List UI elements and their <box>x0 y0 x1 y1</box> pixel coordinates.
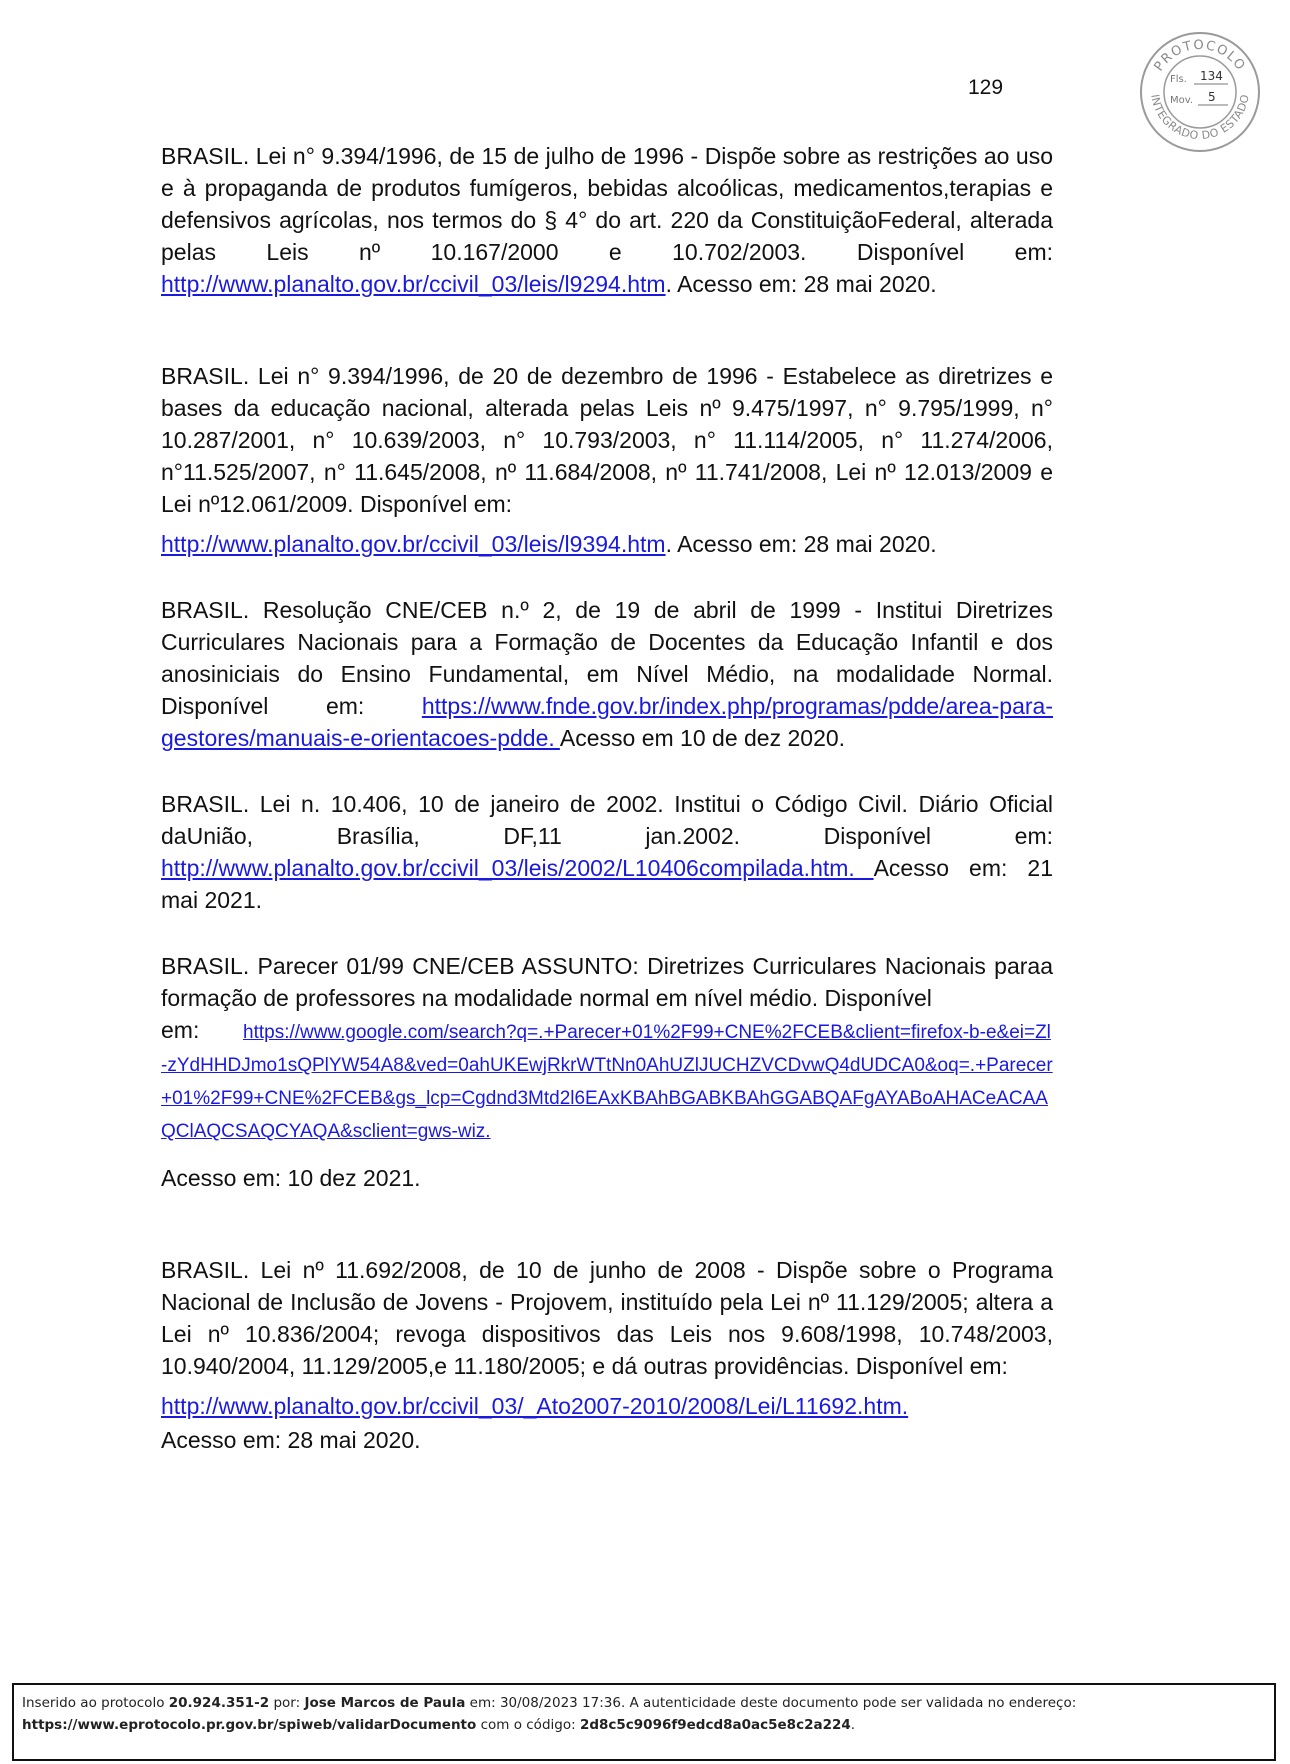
stamp-top-text: PROTOCOLO <box>1151 37 1249 75</box>
footer-text: com o código: <box>476 1717 580 1733</box>
footer-author: Jose Marcos de Paula <box>304 1695 466 1711</box>
reference-text: BRASIL. Parecer 01/99 CNE/CEB ASSUNTO: Diretrizes Curriculares Nacionais paraa formação de professores na modalidade normal em nível médio. Disponível <box>161 953 1053 1011</box>
footer-validation-url[interactable]: https://www.eprotocolo.pr.gov.br/spiweb/validarDocumento <box>22 1717 477 1733</box>
reference-6-access: Acesso em: 28 mai 2020. <box>161 1427 421 1453</box>
footer-text: em: 30/08/2023 17:36. A autenticidade deste documento pode ser validada no endereço: <box>465 1695 1077 1711</box>
reference-link[interactable]: https://www.google.com/search?q=.+Parecer+01%2F99+CNE%2FCEB&client=firefox-b-e&ei=Zl-zYdHHDJmo1sQPlYW54A8&ved=0ahUKEwjRkrWTtNn0AhUZlJUCHZVCDvwQ4dUDCA0&oq=.+Parecer+01%2F99+CNE%2FCEB&gs_lcp=Cgdnd3Mtd2l6EAxKBAhBGABKBAhGGABQAFgAYABoAHACeACAAQClAQCSAQCYAQA&sclient=gws-wiz. <box>161 1022 1053 1142</box>
reference-4 <box>161 788 1053 916</box>
stamp-bottom-text: INTEGRADO DO ESTADO <box>1148 93 1252 143</box>
reference-2-link-line <box>161 528 1053 560</box>
reference-access: . Acesso em: 28 mai 2020. <box>665 531 937 557</box>
protocol-stamp <box>1138 30 1263 155</box>
reference-link[interactable]: http://www.planalto.gov.br/ccivil_03/leis/l9294.htm <box>161 271 666 297</box>
footer-protocol-number: 20.924.351-2 <box>168 1695 270 1711</box>
reference-access: Acesso em 10 de dez 2020. <box>559 725 846 751</box>
references-list <box>161 140 1053 1456</box>
reference-6-link-line <box>161 1390 1053 1422</box>
reference-access: . Acesso em: 28 mai 2020. <box>665 271 937 297</box>
stamp-fls-label: Fls. <box>1170 74 1187 85</box>
reference-link[interactable]: http://www.planalto.gov.br/ccivil_03/_Ato2007-2010/2008/Lei/L11692.htm. <box>161 1393 909 1419</box>
reference-text: BRASIL. Lei n. 10.406, 10 de janeiro de 2002. Institui o Código Civil. Diário Oficial daUnião, Brasília, DF,11 jan.2002. Disponível em: <box>161 791 1053 849</box>
reference-1 <box>161 140 1053 300</box>
reference-5 <box>161 950 1053 1014</box>
reference-6 <box>161 1254 1053 1382</box>
reference-access: Acesso em: 21 mai 2021. <box>161 855 1053 913</box>
reference-5-access: Acesso em: 10 dez 2021. <box>161 1165 421 1191</box>
reference-label: em: <box>161 1017 200 1043</box>
footer-text: por: <box>269 1695 305 1711</box>
reference-2 <box>161 360 1053 520</box>
authenticity-footer <box>12 1683 1276 1761</box>
footer-text: Inserido ao protocolo <box>22 1695 169 1711</box>
reference-3 <box>161 594 1053 754</box>
footer-validation-code: 2d8c5c9096f9edcd8a0ac5e8c2a224 <box>579 1717 851 1733</box>
reference-text: BRASIL. Lei nº 11.692/2008, de 10 de junho de 2008 - Dispõe sobre o Programa Nacional de Inclusão de Jovens - Projovem, instituído pela Lei nº 11.129/2005; altera a Lei nº 10.836/2004; revoga dispositivos das Leis nos 9.608/1998, 10.748/2003, 10.940/2004, 11.129/2005,e 11.180/2005; e dá outras providências. Disponível em: <box>161 1257 1053 1379</box>
reference-link[interactable]: http://www.planalto.gov.br/ccivil_03/leis/2002/L10406compilada.htm. <box>161 855 874 881</box>
footer-text: . <box>850 1717 856 1733</box>
reference-link[interactable]: https://www.fnde.gov.br/index.php/programas/pdde/area-para-gestores/manuais-e-orientacoes-pdde. <box>161 693 1053 751</box>
reference-text: BRASIL. Resolução CNE/CEB n.º 2, de 19 de abril de 1999 - Institui Diretrizes Curriculares Nacionais para a Formação de Docentes da Educação Infantil e dos anosiniciais do Ensino Fundamental, em Nível Médio, na modalidade Normal. Disponível em: <box>161 597 1053 719</box>
reference-text: BRASIL. Lei n° 9.394/1996, de 15 de julho de 1996 - Dispõe sobre as restrições ao uso e à propaganda de produtos fumígeros, bebidas alcoólicas, medicamentos,terapias e defensivos agrícolas, nos termos do § 4° do art. 220 da ConstituiçãoFederal, alterada pelas Leis nº 10.167/2000 e 10.702/2003. Disponível em: <box>161 143 1053 265</box>
reference-link[interactable]: http://www.planalto.gov.br/ccivil_03/leis/l9394.htm <box>161 531 666 557</box>
page-number: 129 <box>968 76 1004 99</box>
svg-text:INTEGRADO DO ESTADO <box>1148 93 1252 142</box>
reference-text: BRASIL. Lei n° 9.394/1996, de 20 de dezembro de 1996 - Estabelece as diretrizes e bases da educação nacional, alterada pelas Leis nº 9.475/1997, n° 9.795/1999, n° 10.287/2001, n° 10.639/2003, n° 10.793/2003, n° 11.114/2005, n° 11.274/2006, n°11.525/2007, n° 11.645/2008, nº 11.684/2008, nº 11.741/2008, Lei nº 12.013/2009 e Lei nº12.061/2009. Disponível em: <box>161 363 1053 517</box>
stamp-mov-value: 5 <box>1208 90 1216 104</box>
stamp-mov-label: Mov. <box>1170 95 1194 106</box>
reference-5-link-block <box>161 1014 1053 1146</box>
stamp-fls-value: 134 <box>1200 69 1223 83</box>
